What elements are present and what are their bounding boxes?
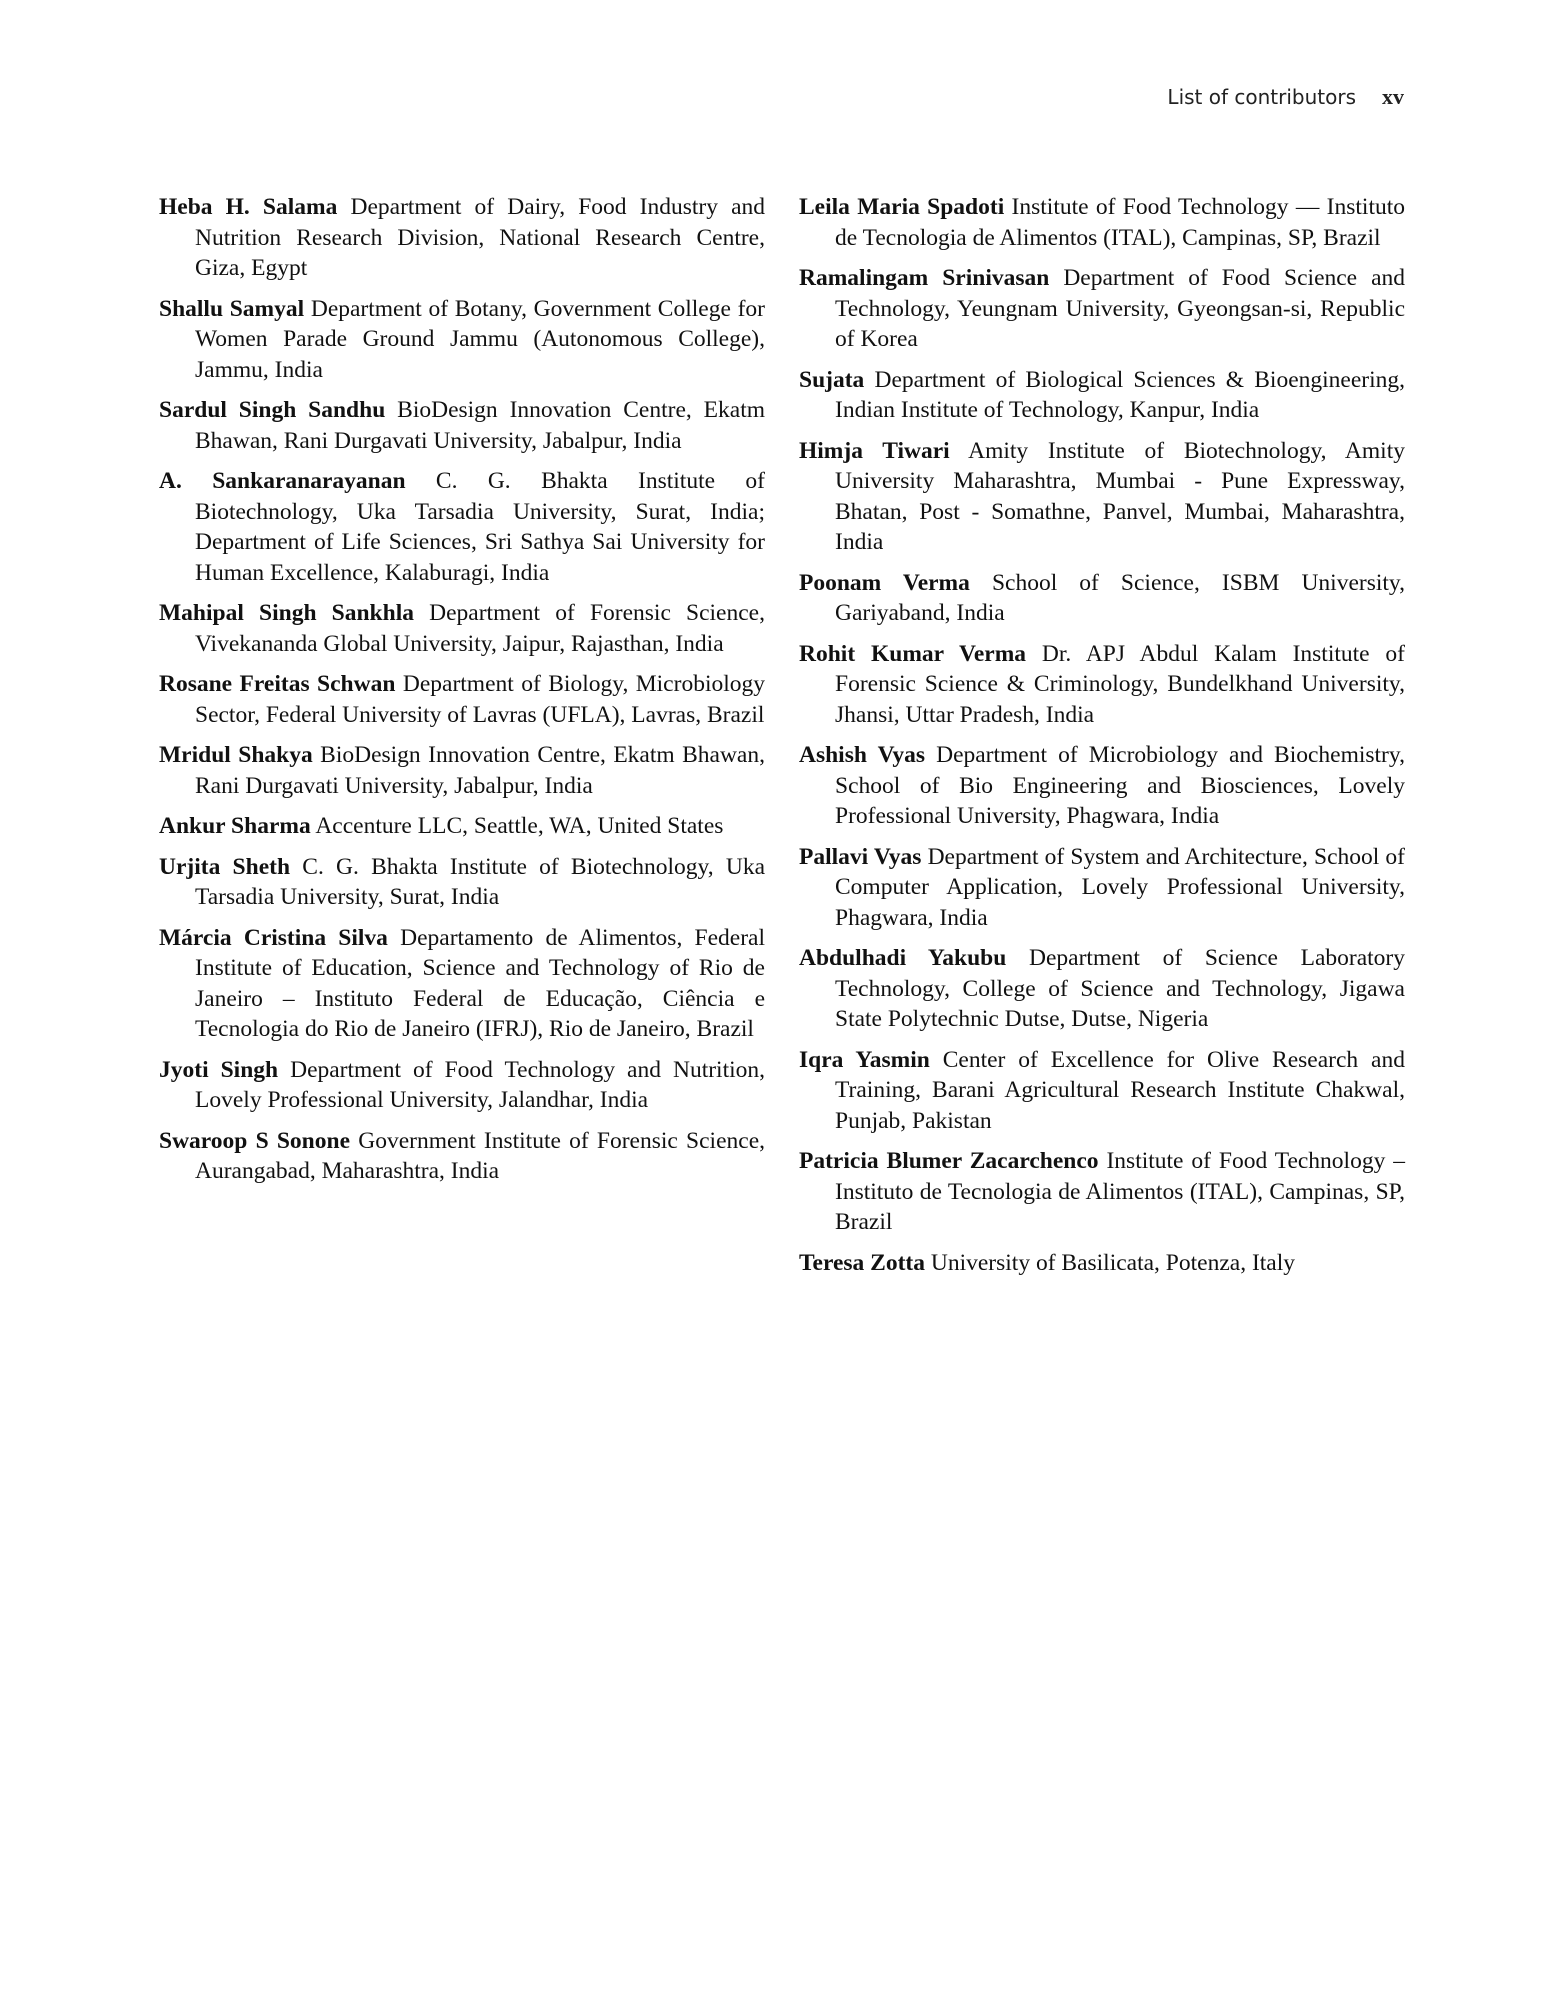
contributor-entry [159,923,765,1045]
contributor-affiliation: Government Institute of Forensic Science, Aurangabad, Maharashtra, India [195,1127,766,1184]
contributor-entry [159,740,765,801]
contributor-affiliation: University of Basilicata, Potenza, Italy [930,1249,1296,1276]
contributor-name: Márcia Cristina Silva [159,924,388,951]
contributor-entry [799,639,1405,731]
contributor-entry [799,1045,1405,1137]
contributor-affiliation: Department of Botany, Government College for Women Parade Ground Jammu (Autonomous College), Jammu, India [195,295,765,383]
contributor-entry [799,943,1405,1035]
contributor-name: Heba H. Salama [159,194,338,220]
contributor-entry [799,365,1405,426]
contributor-affiliation: BioDesign Innovation Centre, Ekatm Bhawan, Rani Durgavati University, Jabalpur, India [195,397,765,454]
contributor-name: Patricia Blumer Zacarchenco [799,1148,1099,1174]
contributor-entry [799,568,1405,629]
contributor-name: Jyoti Singh [159,1056,279,1083]
contributor-name: Ankur Sharma [159,813,311,839]
running-head [1167,84,1404,110]
contributor-affiliation: C. G. Bhakta Institute of Biotechnology, Uka Tarsadia University, Surat, India [195,853,766,910]
running-head-title: List of contributors [1167,85,1356,109]
contributor-name: Sujata [799,366,865,393]
contributor-name: Mahipal Singh Sankhla [159,600,414,626]
contributor-affiliation: Amity Institute of Biotechnology, Amity University Maharashtra, Mumbai - Pune Expressway, Bhatan, Post - Somathne, Panvel, Mumbai, Maharashtra, India [835,437,1405,555]
contributor-affiliation: C. G. Bhakta Institute of Biotechnology, Uka Tarsadia University, Surat, India; Department of Life Sciences, Sri Sathya Sai University for Human Excellence, Kalaburagi, India [195,468,766,586]
contributor-affiliation: Dr. APJ Abdul Kalam Institute of Forensic Science & Criminology, Bundelkhand University, Jhansi, Uttar Pradesh, India [835,640,1406,728]
contributor-entry [799,842,1405,934]
contributors-right-column [799,192,1405,1288]
page-number: xv [1382,84,1404,109]
contributor-affiliation: Department of Dairy, Food Industry and Nutrition Research Division, National Research Centre, Giza, Egypt [195,194,766,281]
contributor-name: Rohit Kumar Verma [799,640,1027,667]
contributor-name: Teresa Zotta [799,1249,925,1276]
contributor-affiliation: Department of Microbiology and Biochemistry, School of Bio Engineering and Biosciences, Lovely Professional University, Phagwara, India [835,742,1405,829]
contributor-affiliation: Department of Forensic Science, Vivekananda Global University, Jaipur, Rajasthan, India [195,600,765,657]
contributor-name: Pallavi Vyas [799,843,922,870]
contributor-name: Urjita Sheth [159,853,291,880]
contributor-entry [159,852,765,913]
contributor-affiliation: Accenture LLC, Seattle, WA, United States [315,813,724,839]
contributor-affiliation: Department of Science Laboratory Technology, College of Science and Technology, Jigawa State Polytechnic Dutse, Dutse, Nigeria [835,945,1406,1032]
contributor-name: Abdulhadi Yakubu [799,945,1007,971]
contributor-name: Himja Tiwari [799,437,950,464]
contributor-affiliation: School of Science, ISBM University, Gariyaband, India [835,569,1406,626]
contributors-left-column [159,192,765,1197]
contributor-name: Ramalingam Srinivasan [799,265,1050,291]
contributor-affiliation: Department of Biology, Microbiology Sector, Federal University of Lavras (UFLA), Lavras, Brazil [195,671,766,728]
contributor-entry [159,811,765,842]
contributor-entry [799,263,1405,355]
contributor-entry [159,669,765,730]
contributor-entry [159,192,765,284]
contributor-name: Rosane Freitas Schwan [159,671,396,697]
contributor-entry [159,1055,765,1116]
contributor-entry [799,436,1405,558]
contributor-name: Sardul Singh Sandhu [159,397,386,423]
contributor-affiliation: Institute of Food Technology — Instituto de Tecnologia de Alimentos (ITAL), Campinas, SP, Brazil [835,194,1405,251]
contributor-entry [159,598,765,659]
contributor-affiliation: Department of Biological Sciences & Bioengineering, Indian Institute of Technology, Kanpur, India [835,366,1406,423]
contributor-entry [159,1126,765,1187]
contributor-affiliation: Center of Excellence for Olive Research and Training, Barani Agricultural Research Institute Chakwal, Punjab, Pakistan [835,1046,1405,1134]
contributor-name: Leila Maria Spadoti [799,194,1005,220]
contributor-name: Shallu Samyal [159,295,305,322]
contributor-entry [799,1146,1405,1238]
contributor-entry [799,192,1405,253]
contributor-entry [159,395,765,456]
contributor-name: Poonam Verma [799,569,970,596]
contributor-entry [159,466,765,588]
contributor-affiliation: BioDesign Innovation Centre, Ekatm Bhawan, Rani Durgavati University, Jabalpur, India [195,742,765,799]
contributor-name: A. Sankaranarayanan [159,468,406,494]
contributor-name: Mridul Shakya [159,742,313,768]
contributor-name: Swaroop S Sonone [159,1127,350,1154]
contributor-affiliation: Department of Food Technology and Nutrition, Lovely Professional University, Jalandhar, India [195,1056,766,1113]
contributor-name: Ashish Vyas [799,742,926,768]
contributor-affiliation: Department of Food Science and Technology, Yeungnam University, Gyeongsan-si, Republic of Korea [835,265,1406,352]
contributor-affiliation: Institute of Food Technology – Instituto de Tecnologia de Alimentos (ITAL), Campinas, SP, Brazil [835,1148,1406,1235]
contributor-entry [799,1248,1405,1279]
contributor-entry [799,740,1405,832]
contributor-entry [159,294,765,386]
contributor-affiliation: Department of System and Architecture, School of Computer Application, Lovely Professional University, Phagwara, India [835,843,1406,931]
contributor-affiliation: Departamento de Alimentos, Federal Institute of Education, Science and Technology of Rio de Janeiro – Instituto Federal de Educação, Ciência e Tecnologia do Rio de Janeiro (IFRJ), Rio de Janeiro, Brazil [195,924,765,1042]
contributor-name: Iqra Yasmin [799,1046,930,1073]
